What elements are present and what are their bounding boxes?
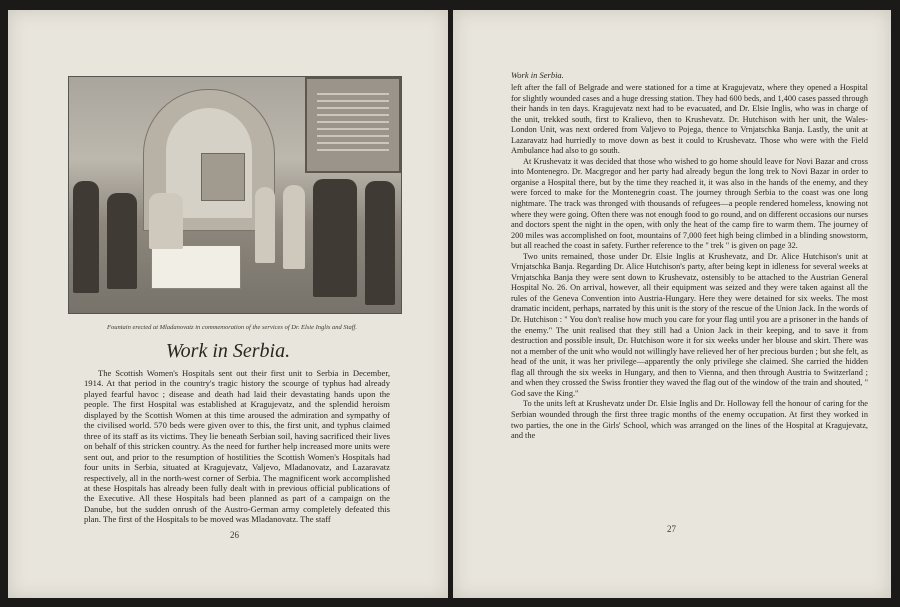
right-page: [453, 10, 891, 598]
person-figure: [73, 181, 99, 293]
commemorative-plaque: [305, 77, 401, 173]
left-page: [8, 10, 448, 598]
right-body-text: [511, 83, 868, 442]
person-figure: [107, 193, 137, 289]
paragraph: left after the fall of Belgrade and were stationed for a time at Kragujevatz, where they opened a Hospital for slightly wounded cases and a huge dressing station. They had 600 beds, and 1,400 cases passed through their hands in ten days. Kragujevatz next had to be evacuated, and Dr. Elsie Inglis, who was in charge of the unit, trekked south, first to Kralievo, then to Krushevatz. Dr. Hutchison with her unit, the Wales-London Unit, was next ordered from Valjevo to Pojega, thence to Vrnjatschka Banja. Lastly, the unit at Lazaravatz had hurriedly to move down as best it could to Krushevatz. Those who were with the Field Ambulance had also to go south.: [511, 83, 868, 156]
paragraph: To the units left at Krushevatz under Dr. Elsie Inglis and Dr. Holloway fell the honour of caring for the Serbian wounded through the first three tragic months of the enemy occupation. At first they worked in two parties, the one in the Girls' School, which was arranged on the lines of the Hospital at Kragujevatz, and the: [511, 399, 868, 441]
paragraph: Two units remained, those under Dr. Elsie Inglis at Krushevatz, and Dr. Alice Hutchison's unit at Vrnjatschka Banja. Regarding Dr. Alice Hutchison's party, after being kept in idleness for several weeks at Vrnjatschka Banja they were sent down to Krushevatz, ostensibly to be attached to the Austrian General Hospital No. 26. On arrival, however, all their equipment was seized and they were taken against all the rules of the Geneva Convention into Austria-Hungary. Here they were detained for six weeks. The most dramatic incident, perhaps, narrated by this unit is the story of the rescue of the Union Jack. In the words of Dr. Hutchison : " You don't realise how much you care for your flag until you are a prisoner in the hands of the enemy." The unit realised that they still had a Union Jack in their keeping, and to save it from destruction and possible insult, Dr. Hutchison wore it for six weeks under her blouse and skirt. There was not a member of the unit who would not willingly have relieved her of her precious burden ; but she felt, as head of the unit, it was her privilege—apparently the only privilege she claimed. She carried the hidden flag all through the six weeks in Hungary, and then to Vienna, and then through Austria to Switzerland ; and when they crossed the Swiss frontier they waved the flag out of the window of the train and shouted, " God save the King.": [511, 251, 868, 398]
person-figure: [149, 193, 183, 249]
altar-table: [151, 245, 241, 289]
paragraph: The Scottish Women's Hospitals sent out their first unit to Serbia in December, 1914. At that period in the country's tragic history the scourge of typhus had already played fearful havoc ; disease and death had laid their devastating hands upon the people. The first Hospital was established at Kragujevatz, and the splendid heroism displayed by the Scottish Women at this time aroused the admiration and sympathy of the civilised world. 570 beds were given over to this, the first unit, and typhus claimed three of its staff as its victims. They lie beneath Serbian soil, having sacrificed their lives on behalf of this stricken country. As the need for further help increased more units were sent out, and prior to the resumption of hostilities the Scottish Women's Hospitals had four units in Serbia, situated at Kragujevatz, Valjevo, Mladanovatz, and Lazaravatz respectively, all in the north-west corner of Serbia. The magnificent work accomplished at these Hospitals has already been fully dealt with in previous official publications of the Executive. All these Hospitals had been planned as part of a campaign on the Danube, but the sudden onrush of the Austro-German army completely defeated this plan. The first of the Hospitals to be moved was Mladanovatz. The staff: [84, 368, 390, 525]
fountain-photo: [68, 76, 402, 314]
left-body-text: [84, 368, 390, 525]
page-number: 26: [230, 530, 239, 540]
page-number: 27: [667, 524, 676, 534]
paragraph: At Krushevatz it was decided that those who wished to go home should leave for Novi Bazar and cross into Montenegro. Dr. Macgregor and her party had already begun the long trek to Novi Bazar in order to organise a Hospital there, but by the time they reached it, it was also in the hands of the enemy, and they were forced to make for the Montenegrin coast. The journey through Serbia to the coast was one long nightmare. The track was thronged with thousands of refugees—a people rendered homeless, knowing not where they were going. Often there was not enough food to go round, and on different occasions our nurses and doctors spent the night in the open, with only the heat of the camp fire to warm them. The journey of 200 miles was accomplished on foot, mountains of 7,000 feet high being climbed in a blinding snowstorm, but all reached the coast in safety. Further reference to the " trek " is given on page 32.: [511, 156, 868, 251]
person-figure: [365, 181, 395, 305]
page-title: Work in Serbia.: [165, 340, 291, 362]
person-figure: [283, 185, 305, 269]
photo-caption: Fountain erected at Mladanovatz in commemoration of the services of Dr. Elsie Inglis and Staff.: [107, 324, 357, 331]
person-figure: [313, 179, 357, 297]
fountain-tablet: [201, 153, 245, 201]
person-figure: [255, 187, 275, 263]
running-head: Work in Serbia.: [511, 70, 564, 80]
